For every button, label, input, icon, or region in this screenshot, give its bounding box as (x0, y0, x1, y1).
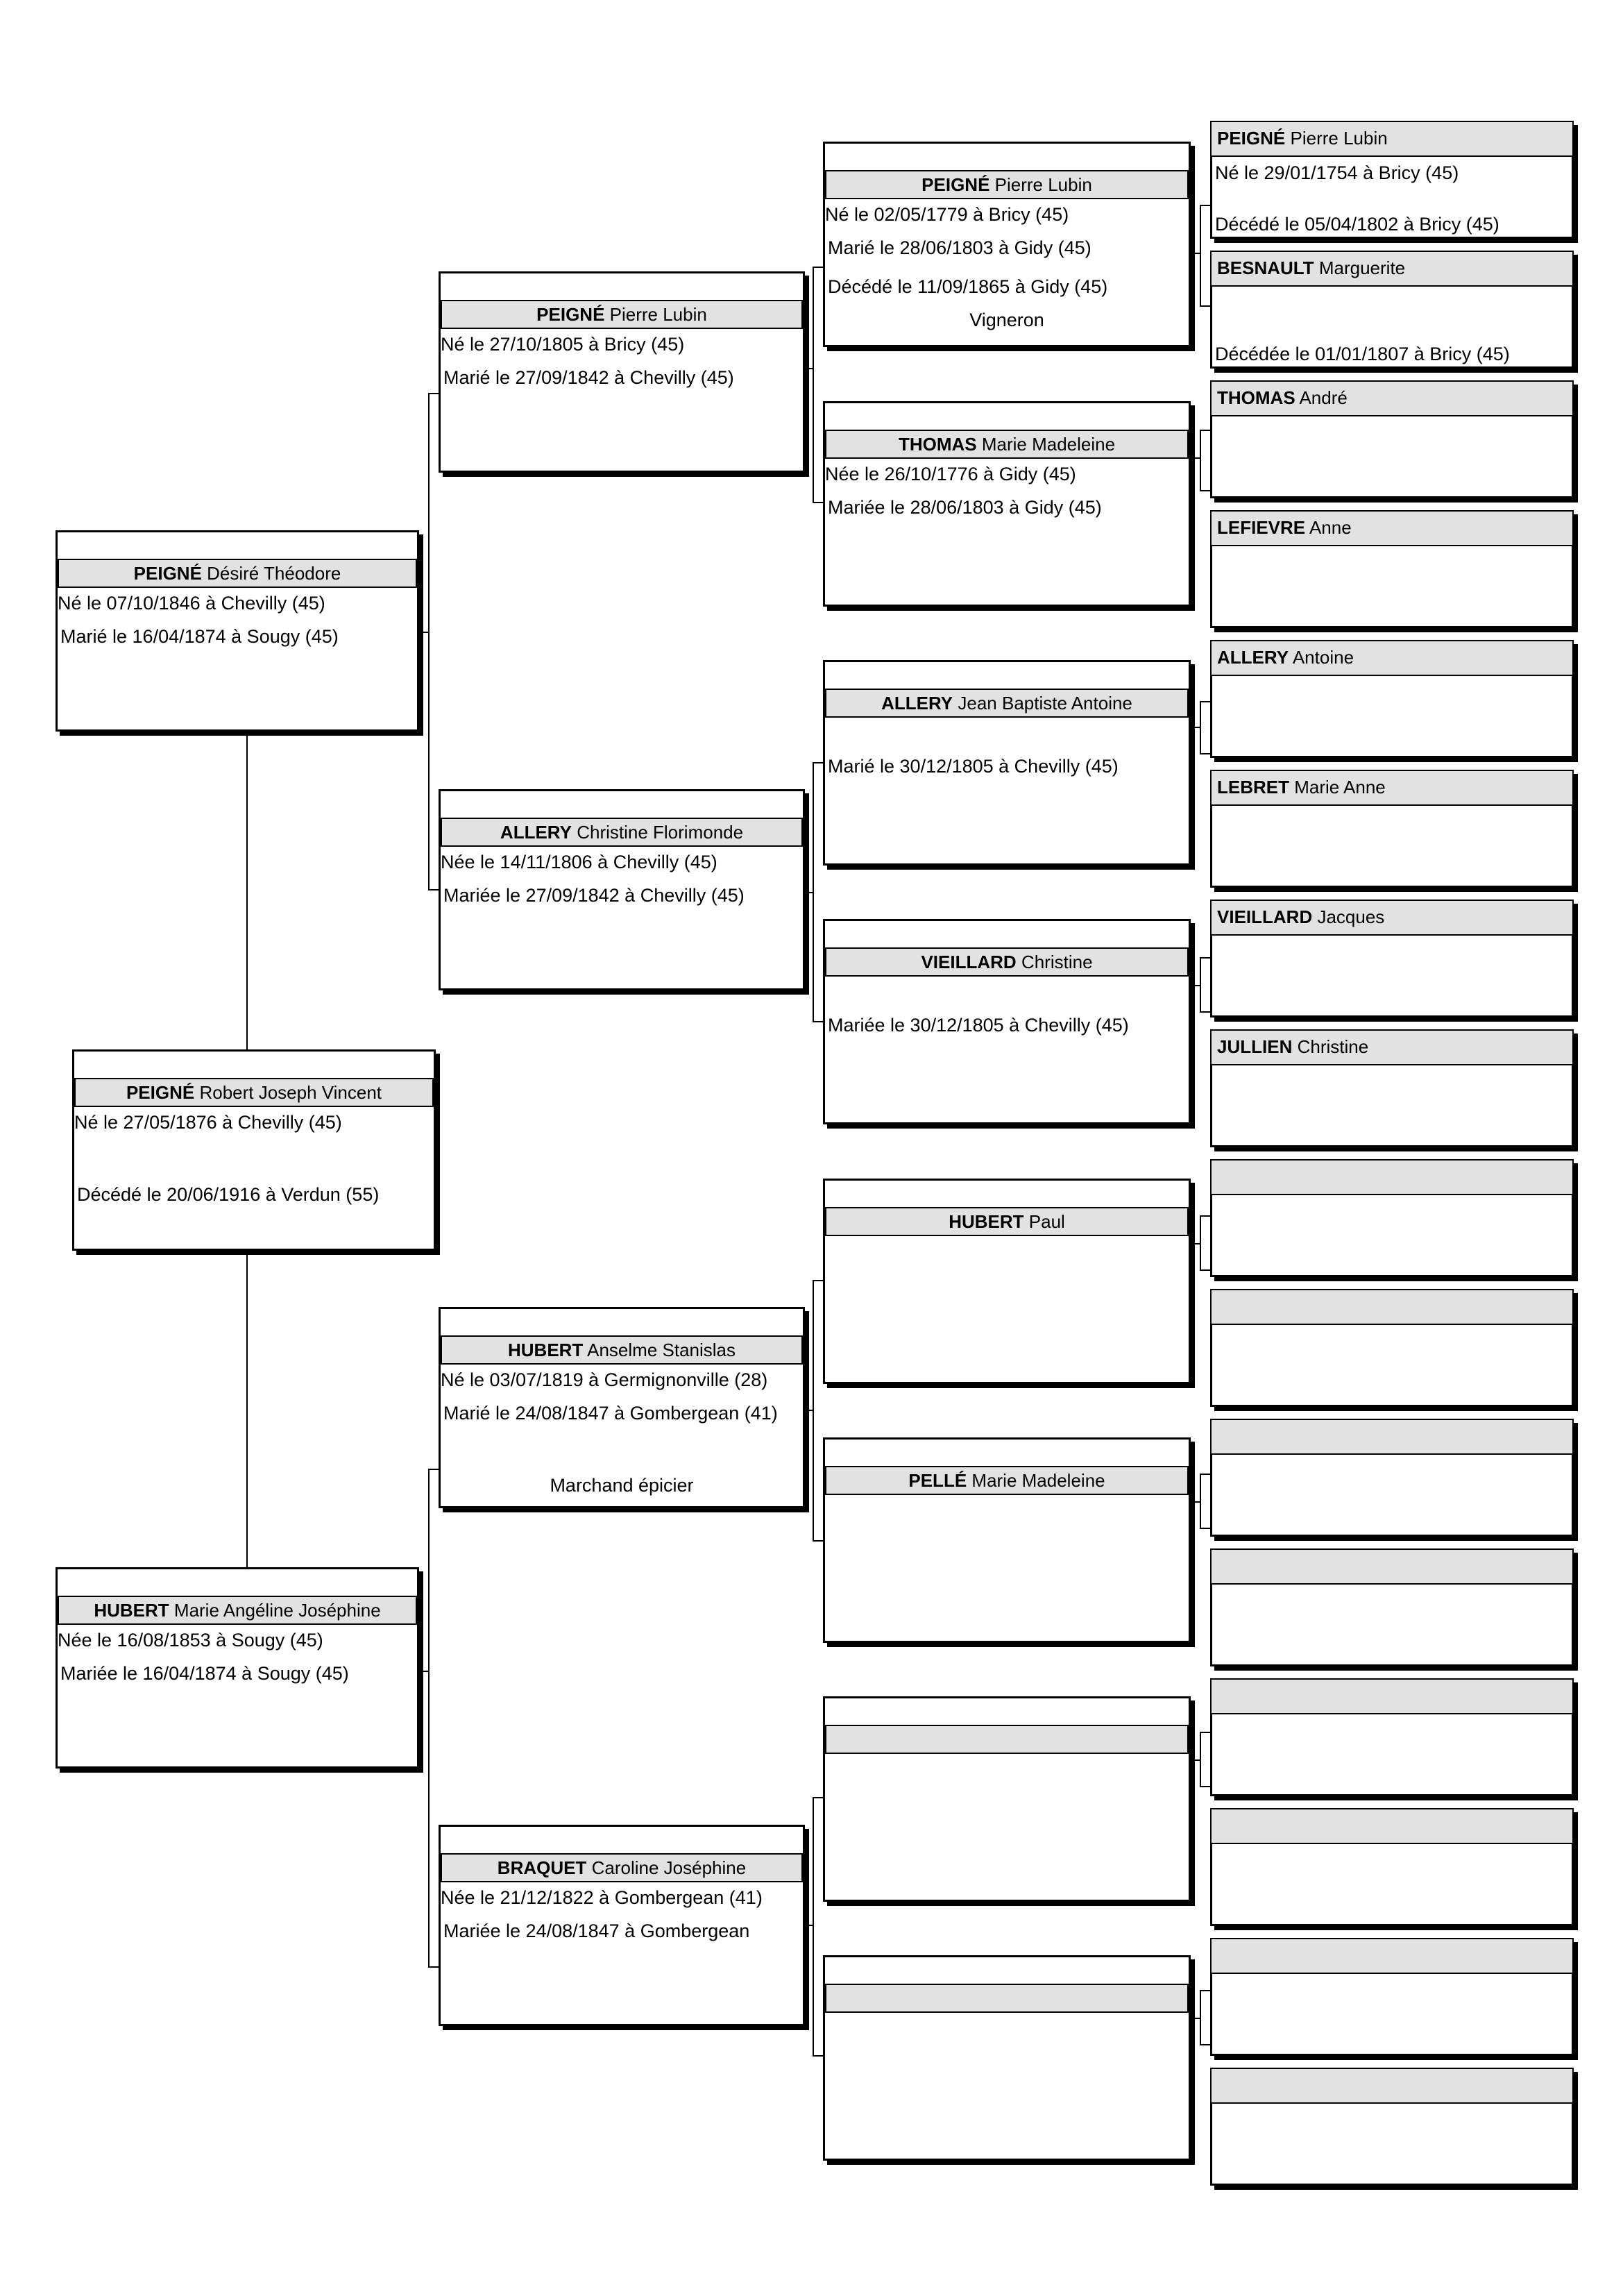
mother-bracket (429, 1469, 439, 1967)
occupation-line: Marchand épicier (550, 1475, 694, 1496)
person-card-father[interactable] (56, 530, 419, 732)
person-card-gen4-15[interactable] (1210, 1938, 1574, 2056)
surname: BESNAULT (1217, 258, 1314, 278)
person-card-gen4-3[interactable] (1210, 380, 1574, 498)
name-bar (58, 559, 417, 588)
given-names: Marie Anne (1294, 777, 1386, 797)
surname: PELLÉ (908, 1470, 967, 1491)
name-bar (1210, 1678, 1574, 1714)
father-bracket (429, 394, 439, 890)
name-bar (1210, 1419, 1574, 1455)
name-bar (825, 689, 1189, 718)
pgf-bracket (813, 267, 823, 503)
name-bar (1210, 380, 1574, 416)
marriage-line: Mariée le 16/04/1874 à Sougy (45) (60, 1663, 349, 1684)
name-bar (74, 1078, 434, 1107)
given-names: Christine (1297, 1036, 1369, 1057)
given-names: Marie Madeleine (981, 434, 1116, 455)
surname: HUBERT (949, 1211, 1024, 1232)
death-line: Décédée le 01/01/1807 à Bricy (45) (1215, 344, 1510, 364)
person-card-mother[interactable] (56, 1567, 419, 1769)
mgm-bracket (813, 1798, 823, 2056)
marriage-line: Marié le 30/12/1805 à Chevilly (45) (828, 756, 1119, 777)
marriage-line: Marié le 27/09/1842 à Chevilly (45) (443, 367, 734, 388)
person-card-great-grandparent-3[interactable] (823, 660, 1191, 866)
marriage-line: Mariée le 28/06/1803 à Gidy (45) (828, 497, 1102, 518)
surname: PEIGNÉ (921, 174, 990, 195)
birth-line: Née le 16/08/1853 à Sougy (45) (58, 1630, 323, 1651)
person-card-great-grandparent-4[interactable] (823, 919, 1191, 1124)
occupation-line: Vigneron (969, 310, 1044, 330)
birth-line: Né le 27/10/1805 à Bricy (45) (441, 334, 685, 355)
birth-line: Né le 07/10/1846 à Chevilly (45) (58, 593, 325, 614)
person-card-maternal-grandfather[interactable] (439, 1307, 805, 1508)
given-names: Pierre Lubin (1290, 128, 1388, 149)
given-names: Paul (1028, 1211, 1065, 1232)
marriage-line: Mariée le 30/12/1805 à Chevilly (45) (828, 1015, 1129, 1036)
pgm-bracket (813, 763, 823, 1022)
name-bar (58, 1596, 417, 1625)
person-card-gen4-5[interactable] (1210, 640, 1574, 758)
surname: ALLERY (1217, 647, 1289, 668)
death-line: Décédé le 05/04/1802 à Bricy (45) (1215, 214, 1499, 235)
birth-line: Né le 29/01/1754 à Bricy (45) (1215, 162, 1459, 183)
name-bar (441, 1853, 803, 1882)
surname: BRAQUET (497, 1857, 587, 1878)
person-card-paternal-grandmother[interactable] (439, 789, 805, 990)
name-bar (441, 300, 803, 329)
given-names: Pierre Lubin (609, 304, 707, 325)
surname: PEIGNÉ (536, 304, 605, 325)
person-card-maternal-grandmother[interactable] (439, 1825, 805, 2026)
person-card-great-grandparent-7[interactable] (823, 1696, 1191, 1902)
given-names: Marguerite (1318, 258, 1406, 278)
name-bar (825, 1466, 1189, 1495)
person-card-gen4-7[interactable] (1210, 900, 1574, 1018)
marriage-line: Mariée le 27/09/1842 à Chevilly (45) (443, 885, 745, 906)
name-bar (441, 818, 803, 847)
surname: THOMAS (1217, 387, 1295, 408)
given-names: André (1299, 387, 1348, 408)
birth-line: Née le 26/10/1776 à Gidy (45) (825, 464, 1076, 484)
name-bar (825, 947, 1189, 977)
person-card-gen4-8[interactable] (1210, 1029, 1574, 1147)
name-bar (825, 430, 1189, 459)
name-bar (825, 170, 1189, 199)
person-card-gen4-9[interactable] (1210, 1159, 1574, 1277)
name-bar (1210, 770, 1574, 806)
person-card-gen4-12[interactable] (1210, 1548, 1574, 1666)
person-card-gen4-10[interactable] (1210, 1289, 1574, 1407)
person-card-gen4-13[interactable] (1210, 1678, 1574, 1796)
surname: HUBERT (507, 1340, 584, 1360)
name-bar (825, 1725, 1189, 1754)
person-card-great-grandparent-8[interactable] (823, 1955, 1191, 2161)
surname: VIEILLARD (1217, 906, 1313, 927)
marriage-line: Marié le 24/08/1847 à Gombergean (41) (443, 1403, 778, 1424)
name-bar (1210, 1808, 1574, 1844)
person-card-gen4-14[interactable] (1210, 1808, 1574, 1926)
g3-bracket-1 (1200, 205, 1210, 306)
person-card-great-grandparent-1[interactable] (823, 142, 1191, 347)
surname: VIEILLARD (921, 952, 1017, 972)
surname: HUBERT (94, 1600, 169, 1621)
surname: THOMAS (898, 434, 977, 455)
marriage-line: Mariée le 24/08/1847 à Gombergean (443, 1921, 750, 1941)
surname: ALLERY (881, 693, 953, 714)
given-names: Christine Florimonde (577, 822, 744, 843)
given-names: Désiré Théodore (207, 563, 341, 584)
person-card-great-grandparent-5[interactable] (823, 1179, 1191, 1384)
surname: PEIGNÉ (126, 1082, 195, 1103)
name-bar (1210, 1029, 1574, 1065)
name-bar (1210, 1548, 1574, 1585)
given-names: Anselme Stanislas (587, 1340, 736, 1360)
name-bar (1210, 900, 1574, 936)
birth-line: Née le 21/12/1822 à Gombergean (41) (441, 1887, 763, 1908)
name-bar (825, 1207, 1189, 1236)
person-card-gen4-1[interactable] (1210, 121, 1574, 239)
person-card-gen4-2[interactable] (1210, 251, 1574, 369)
name-bar (441, 1335, 803, 1365)
surname: LEFIEVRE (1217, 517, 1306, 538)
person-card-great-grandparent-2[interactable] (823, 401, 1191, 607)
death-line: Décédé le 11/09/1865 à Gidy (45) (828, 276, 1108, 297)
given-names: Anne (1309, 517, 1352, 538)
given-names: Caroline Joséphine (591, 1857, 747, 1878)
surname: LEBRET (1217, 777, 1289, 797)
marriage-line: Marié le 16/04/1874 à Sougy (45) (60, 626, 339, 647)
birth-line: Né le 02/05/1779 à Bricy (45) (825, 204, 1069, 225)
name-bar (1210, 2068, 1574, 2104)
name-bar (1210, 510, 1574, 546)
person-card-gen4-16[interactable] (1210, 2068, 1574, 2186)
name-bar (1210, 1159, 1574, 1195)
birth-line: Née le 14/11/1806 à Chevilly (45) (441, 852, 717, 872)
person-card-gen4-6[interactable] (1210, 770, 1574, 888)
given-names: Marie Madeleine (971, 1470, 1105, 1491)
name-bar (1210, 640, 1574, 676)
person-card-great-grandparent-6[interactable] (823, 1437, 1191, 1643)
mgf-bracket (813, 1281, 823, 1541)
marriage-line: Marié le 28/06/1803 à Gidy (45) (828, 237, 1091, 258)
given-names: Robert Joseph Vincent (199, 1082, 382, 1103)
given-names: Jacques (1317, 906, 1385, 927)
name-bar (825, 1984, 1189, 2013)
given-names: Jean Baptiste Antoine (958, 693, 1132, 714)
name-bar (1210, 1289, 1574, 1325)
name-bar (1210, 251, 1574, 287)
person-card-gen4-11[interactable] (1210, 1419, 1574, 1537)
surname: PEIGNÉ (133, 563, 202, 584)
person-card-subject[interactable] (72, 1049, 436, 1251)
person-card-paternal-grandfather[interactable] (439, 271, 805, 473)
death-line: Décédé le 20/06/1916 à Verdun (55) (77, 1184, 380, 1205)
given-names: Marie Angéline Joséphine (173, 1600, 381, 1621)
surname: ALLERY (500, 822, 572, 843)
given-names: Antoine (1292, 647, 1354, 668)
name-bar (1210, 121, 1574, 157)
name-bar (1210, 1938, 1574, 1974)
birth-line: Né le 27/05/1876 à Chevilly (45) (74, 1112, 342, 1133)
surname: PEIGNÉ (1217, 128, 1286, 149)
birth-line: Né le 03/07/1819 à Germignonville (28) (441, 1369, 768, 1390)
given-names: Pierre Lubin (994, 174, 1092, 195)
person-card-gen4-4[interactable] (1210, 510, 1574, 628)
surname: JULLIEN (1217, 1036, 1293, 1057)
given-names: Christine (1021, 952, 1093, 972)
